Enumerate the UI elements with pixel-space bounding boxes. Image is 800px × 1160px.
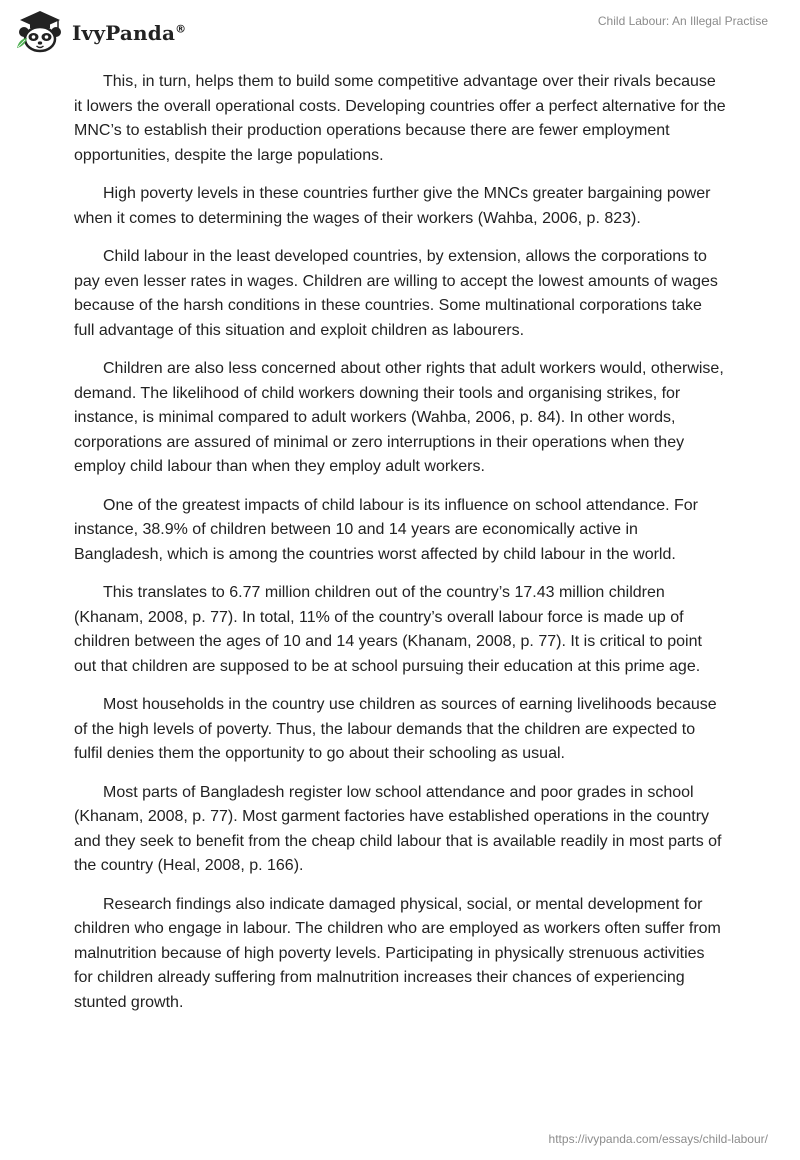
- paragraph-8: Most parts of Bangladesh register low school attendance and poor grades in school (Khanam, 2008, p. 77). Most garment factories have established operations in the country and they seek to benefit from the cheap child labour that is available readily in most parts of the country (Heal, 2008, p. 166).: [74, 783, 722, 874]
- paragraph-7: Most households in the country use children as sources of earning livelihoods because of the high levels of poverty. Thus, the labour demands that the children are expected to fulfil denies them the opportunity to go about their schooling as usual.: [74, 696, 717, 762]
- paragraph-4: Children are also less concerned about other rights that adult workers would, otherwise, demand. The likelihood of child workers downing their tools and organising strikes, for instance, is minimal compared to adult workers (Wahba, 2006, p. 84). In other words, corporations are assured of minimal or zero interruptions in their operations when they employ child labour than when they employ adult workers.: [74, 360, 724, 475]
- source-url-link[interactable]: https://ivypanda.com/essays/child-labour/: [548, 1132, 768, 1146]
- paragraph-5: One of the greatest impacts of child labour is its influence on school attendance. For instance, 38.9% of children between 10 and 14 years are economically active in Bangladesh, which is among the countries worst affected by child labour in the world.: [74, 496, 698, 563]
- paragraph-2: High poverty levels in these countries further give the MNCs greater bargaining power when it comes to determining the wages of their workers (Wahba, 2006, p. 823).: [74, 185, 711, 227]
- document-title: Child Labour: An Illegal Practise: [597, 14, 768, 28]
- brand-registered-mark: ®: [175, 22, 187, 36]
- page-header: [0, 0, 800, 60]
- brand-logo[interactable]: [14, 8, 186, 54]
- brand-name: IvyPanda®: [72, 21, 187, 45]
- paragraph-3: Child labour in the least developed countries, by extension, allows the corporations to pay even lesser rates in wages. Children are willing to accept the lowest amounts of wages because of the harsh conditions in these countries. Some multinational corporations take full advantage of this situation and exploit children as labourers.: [74, 248, 718, 339]
- panda-graduation-cap-icon: [14, 8, 66, 54]
- paragraph-1: This, in turn, helps them to build some competitive advantage over their rivals because it lowers the overall operational costs. Developing countries offer a perfect alternative for the MNC’s to establish their production operations because there are fewer employment opportunities, despite the large populations.: [74, 73, 726, 164]
- paragraph-9: Research findings also indicate damaged physical, social, or mental development for children who engage in labour. The children who are employed as workers often suffer from malnutrition because of high poverty levels. Participating in physically strenuous activities for children already suffering from malnutrition increases their chances of experiencing stunted growth.: [74, 895, 721, 1011]
- paragraph-6: This translates to 6.77 million children out of the country’s 17.43 million children (Khanam, 2008, p. 77). In total, 11% of the country’s overall labour force is made up of children between the ages of 10 and 14 years (Khanam, 2008, p. 77). It is critical to point out that children are supposed to be at school pursuing their education at this prime age.: [74, 584, 702, 675]
- essay-body: [74, 70, 726, 1029]
